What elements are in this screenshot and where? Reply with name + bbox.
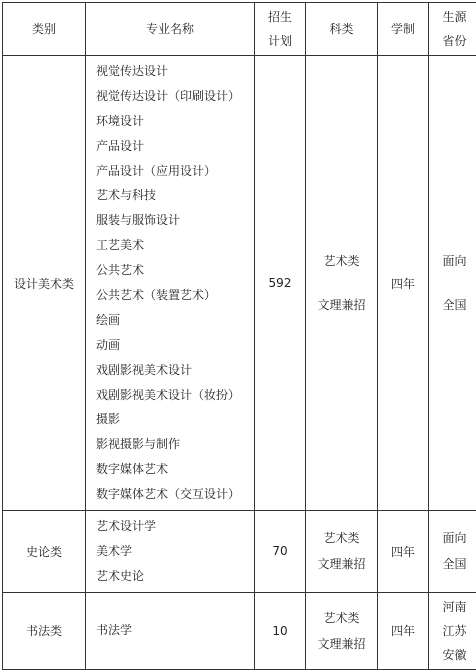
source-line1: 河南 [429, 595, 476, 619]
major-item: 公共艺术 [96, 258, 254, 283]
major-item: 公共艺术（装置艺术） [96, 283, 254, 308]
major-item: 工艺美术 [96, 233, 254, 258]
header-major: 专业名称 [86, 3, 255, 56]
major-item: 艺术设计学 [96, 514, 254, 539]
major-item: 视觉传达设计 [96, 59, 254, 84]
major-item: 环境设计 [96, 109, 254, 134]
header-duration: 学制 [378, 3, 429, 56]
major-item: 绘画 [96, 308, 254, 333]
category-cell: 史论类 [3, 511, 86, 593]
major-item: 影视摄影与制作 [96, 432, 254, 457]
enroll-plan-cell: 592 [255, 56, 306, 511]
table-row-history-theory [3, 511, 476, 593]
header-enroll-line1: 招生 [255, 5, 305, 29]
enroll-plan-cell: 70 [255, 511, 306, 593]
category-cell: 设计美术类 [3, 56, 86, 511]
subject-line1: 艺术类 [306, 239, 377, 283]
subject-line2: 文理兼招 [306, 631, 377, 657]
major-item: 产品设计（应用设计） [96, 159, 254, 184]
major-item: 动画 [96, 333, 254, 358]
major-item: 美术学 [96, 539, 254, 564]
header-enroll-plan [255, 3, 306, 56]
header-subject: 科类 [306, 3, 378, 56]
major-list [86, 511, 254, 592]
subject-line2: 文理兼招 [306, 551, 377, 577]
table-row-design-art [3, 56, 476, 511]
subject-line1: 艺术类 [306, 525, 377, 551]
major-item: 视觉传达设计（印刷设计） [96, 84, 254, 109]
major-item: 书法学 [96, 618, 254, 643]
category-cell: 书法类 [3, 592, 86, 669]
header-source-line2: 省份 [429, 29, 476, 53]
subject-line2: 文理兼招 [306, 283, 377, 327]
subject-cell [306, 511, 378, 593]
enrollment-table [2, 2, 476, 670]
major-list-cell [86, 592, 255, 669]
source-line1: 面向 [429, 239, 476, 283]
duration-cell: 四年 [378, 592, 429, 669]
major-item: 戏剧影视美术设计（妆扮） [96, 383, 254, 408]
subject-cell [306, 56, 378, 511]
major-list [86, 56, 254, 510]
table-header-row [3, 3, 476, 56]
major-list [86, 615, 254, 646]
source-line2: 全国 [429, 551, 476, 577]
source-cell [429, 511, 476, 593]
subject-cell [306, 592, 378, 669]
header-source-line1: 生源 [429, 5, 476, 29]
table-row-calligraphy [3, 592, 476, 669]
enroll-plan-cell: 10 [255, 592, 306, 669]
source-cell [429, 56, 476, 511]
major-item: 数字媒体艺术（交互设计） [96, 482, 254, 507]
major-item: 摄影 [96, 407, 254, 432]
source-cell [429, 592, 476, 669]
duration-cell: 四年 [378, 511, 429, 593]
source-line2: 全国 [429, 283, 476, 327]
source-line1: 面向 [429, 525, 476, 551]
major-list-cell [86, 511, 255, 593]
header-enroll-line2: 计划 [255, 29, 305, 53]
source-line3: 安徽 [429, 643, 476, 667]
header-source [429, 3, 476, 56]
major-item: 产品设计 [96, 134, 254, 159]
header-category: 类别 [3, 3, 86, 56]
major-item: 戏剧影视美术设计 [96, 358, 254, 383]
major-list-cell [86, 56, 255, 511]
subject-line1: 艺术类 [306, 605, 377, 631]
major-item: 艺术史论 [96, 564, 254, 589]
major-item: 艺术与科技 [96, 183, 254, 208]
source-line2: 江苏 [429, 619, 476, 643]
major-item: 服装与服饰设计 [96, 208, 254, 233]
major-item: 数字媒体艺术 [96, 457, 254, 482]
duration-cell: 四年 [378, 56, 429, 511]
